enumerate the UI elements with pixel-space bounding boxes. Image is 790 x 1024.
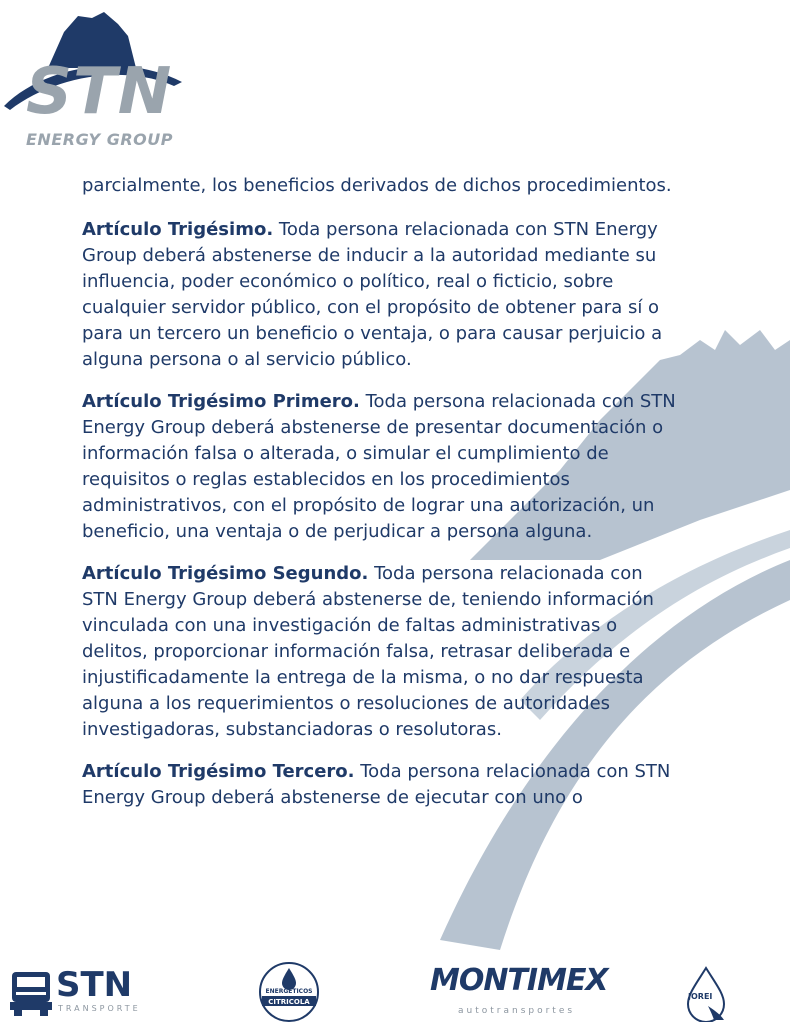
montimex-tagline: autotransportes <box>458 1006 576 1016</box>
jorei-logo <box>684 966 728 1022</box>
continuation-paragraph: parcialmente, los beneficios derivados de dichos procedimientos. <box>82 175 672 196</box>
truck-icon <box>8 966 54 1018</box>
jorei-name: JOREI <box>688 992 713 1001</box>
article-text: Toda persona relacionada con STN Energy Group deberá abstenerse de ejecutar con uno o <box>82 761 671 808</box>
article-paragraph <box>82 561 682 743</box>
stn-energy-group-logo <box>4 6 190 152</box>
article-text: Toda persona relacionada con STN Energy Group deberá abstenerse de, teniendo información vinculada con una investigación de faltas administrativas o delitos, proporcionar información falsa, retrasar deliberada e injustificadamente la entrega de la misma, o no dar respuesta alguna a los requerimientos o resoluciones de autoridades investigadoras, substanciadoras o resolutoras. <box>82 563 654 740</box>
article-text: Toda persona relacionada con STN Energy Group deberá abstenerse de presentar documentación o información falsa o alterada, o simular el cumplimiento de requisitos o reglas establecidos en los procedimientos administrativos, con el propósito de lograr una autorización, un beneficio, una ventaja o de perjudicar a persona alguna. <box>82 391 676 542</box>
article-heading: Artículo Trigésimo Tercero. <box>82 761 355 782</box>
article-paragraph <box>82 389 682 545</box>
citricola-text: CITRICOLA <box>268 998 310 1006</box>
article-heading: Artículo Trigésimo Primero. <box>82 391 360 412</box>
article-heading: Artículo Trigésimo Segundo. <box>82 563 369 584</box>
article-paragraph <box>82 759 682 811</box>
montimex-name: MONTIMEX <box>430 963 608 998</box>
article-heading: Artículo Trigésimo. <box>82 219 274 240</box>
logo-energy-group-text: ENERGY GROUP <box>26 130 173 149</box>
stn-transporte-tagline: TRANSPORTE <box>58 1004 141 1013</box>
article-text: Toda persona relacionada con STN Energy Group deberá abstenerse de inducir a la autoridad mediante su influencia, poder económico o político, real o ficticio, sobre cualquier servidor público, con el propósito de obtener para sí o para un tercero un beneficio o ventaja, o para causar perjuicio a alguna persona o al servicio público. <box>82 219 663 370</box>
stn-transporte-name: STN <box>56 965 133 1005</box>
document-body <box>82 173 682 827</box>
energeticos-citricola-logo <box>256 962 322 1022</box>
logo-stn-text: STN <box>26 55 173 129</box>
stn-transporte-logo <box>8 966 148 1018</box>
footer-logos <box>0 960 790 1024</box>
montimex-logo <box>430 963 608 1022</box>
energeticos-text: ENERGETICOS <box>265 988 313 995</box>
article-paragraph <box>82 217 682 373</box>
